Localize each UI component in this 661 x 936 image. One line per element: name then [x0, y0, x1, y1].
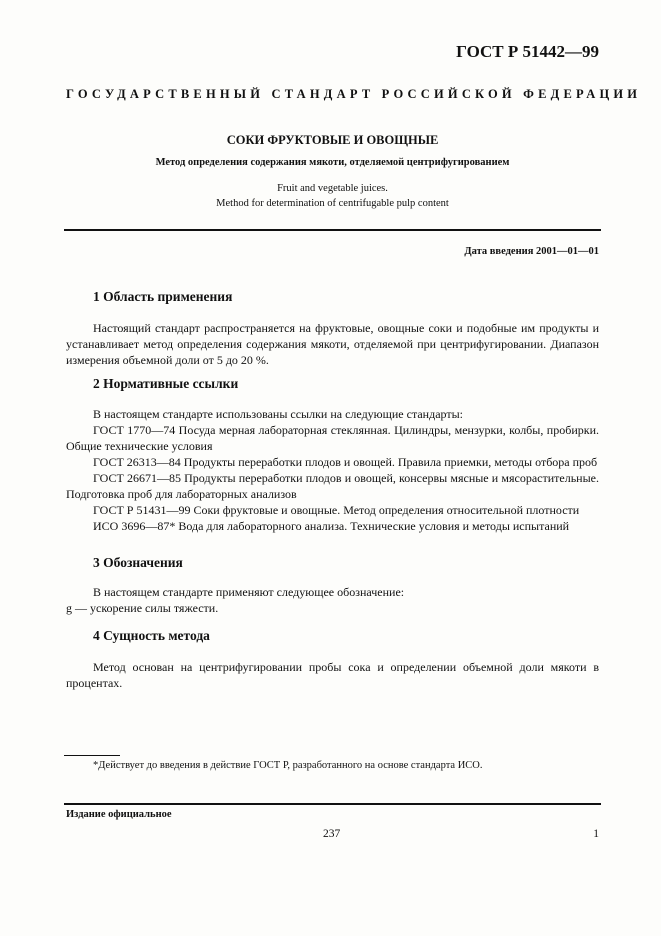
section-1-text	[66, 320, 599, 368]
section-4-paragraph: Метод основан на центрифугировании пробы сока и определении объемной доли мякоти в процентах.	[66, 660, 599, 690]
section-3-heading: 3 Обозначения	[93, 555, 183, 570]
english-title-line1: Fruit and vegetable juices.	[277, 183, 388, 194]
reference-item: ГОСТ 1770—74 Посуда мерная лабораторная стеклянная. Цилиндры, мензурки, колбы, пробирки. Общие технические условия	[66, 423, 599, 453]
section-4-text	[66, 659, 599, 691]
section-3-item: g — ускорение силы тяжести.	[66, 601, 219, 615]
reference-item: ИСО 3696—87* Вода для лабораторного анализа. Технические условия и методы испытаний	[93, 519, 570, 533]
introduction-date: Дата введения 2001—01—01	[464, 246, 599, 257]
section-3-intro: В настоящем стандарте применяют следующее обозначение:	[93, 585, 405, 599]
footer-divider	[64, 803, 601, 805]
reference-item: ГОСТ Р 51431—99 Соки фруктовые и овощные. Метод определения относительной плотности	[93, 503, 580, 517]
state-standard-banner: ГОСУДАРСТВЕННЫЙ СТАНДАРТ РОССИЙСКОЙ ФЕДЕРАЦИИ	[66, 87, 642, 101]
document-title: СОКИ ФРУКТОВЫЕ И ОВОЩНЫЕ	[226, 133, 439, 147]
footnote: *Действует до введения в действие ГОСТ Р, разработанного на основе стандарта ИСО.	[93, 760, 483, 771]
official-edition-label: Издание официальное	[66, 809, 172, 820]
reference-item: ГОСТ 26671—85 Продукты переработки плодов и овощей, консервы мясные и мясорастительные. Подготовка проб для лабораторных анализов	[66, 471, 599, 501]
section-1-paragraph: Настоящий стандарт распространяется на фруктовые, овощные соки и подобные им продукты и устанавливает метод определения содержания мякоти, отделяемой при центрифугировании. Диапазон измерения объемной доли от 5 до 20 %.	[66, 321, 599, 367]
section-2-heading: 2 Нормативные ссылки	[93, 376, 239, 391]
footnote-divider	[64, 755, 120, 756]
section-2-intro: В настоящем стандарте использованы ссылки на следующие стандарты:	[93, 407, 464, 421]
reference-item: ГОСТ 26313—84 Продукты переработки плодов и овощей. Правила приемки, методы отбора проб	[93, 455, 598, 469]
references-list	[66, 422, 599, 534]
section-1-heading: 1 Область применения	[93, 289, 233, 304]
english-title-line2: Method for determination of centrifugable pulp content	[216, 198, 449, 209]
document-code: ГОСТ Р 51442—99	[456, 42, 599, 61]
sheet-number: 1	[593, 828, 599, 840]
document-subtitle: Метод определения содержания мякоти, отделяемой центрифугированием	[155, 157, 510, 168]
header-divider	[64, 229, 601, 231]
page-number: 237	[323, 828, 341, 840]
section-4-heading: 4 Сущность метода	[93, 628, 210, 643]
